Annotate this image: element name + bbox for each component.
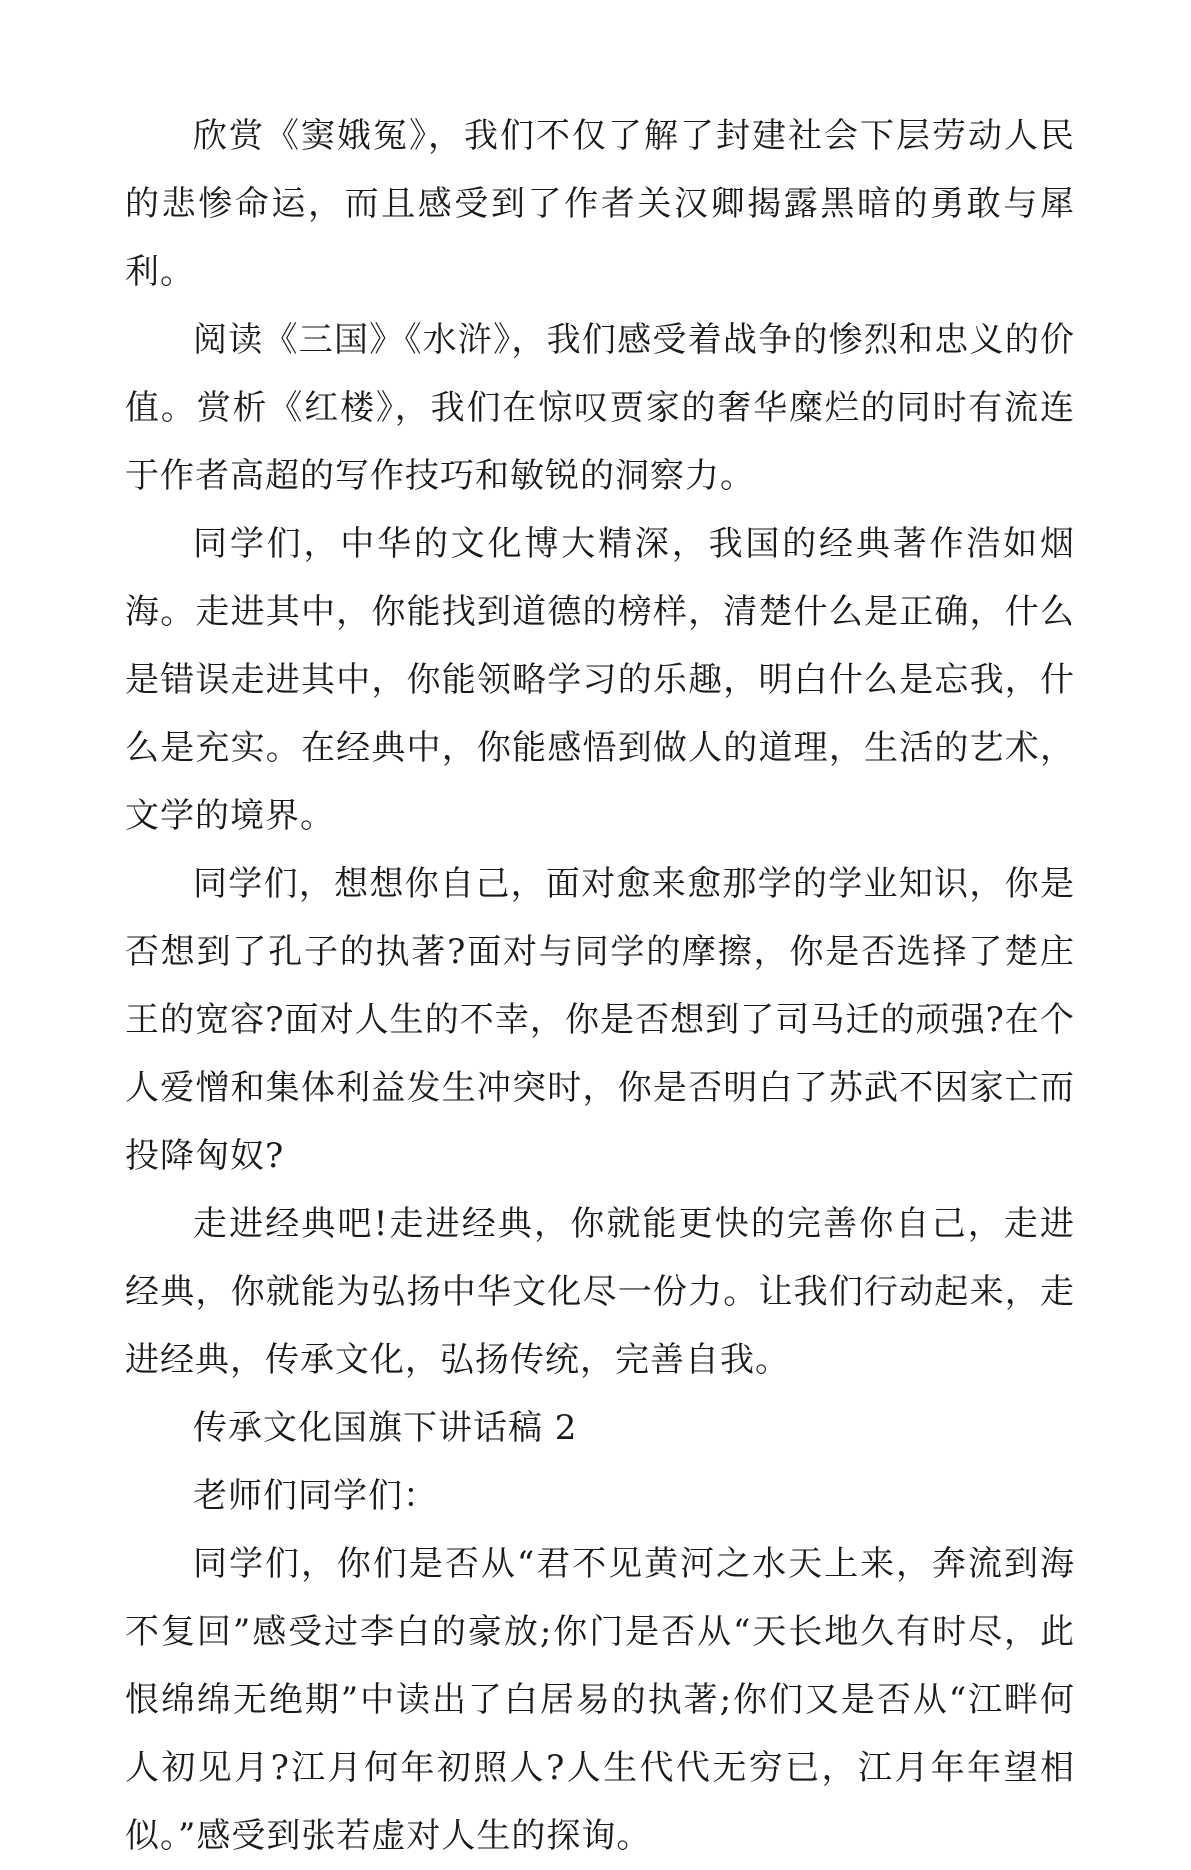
paragraph-sanguo-shuihu-honglou: 阅读《三国》《水浒》，我们感受着战争的惨烈和忠义的价值。赏析《红楼》，我们在惊叹贾家的奢华糜烂的同时有流连于作者高超的写作技巧和敏锐的洞察力。 (125, 320, 1075, 496)
paragraph-enter-classics: 走进经典吧!走进经典，你就能更快的完善你自己，走进经典，你就能为弘扬中华文化尽一份力。让我们行动起来，走进经典，传承文化，弘扬传统，完善自我。 (125, 1204, 1075, 1380)
paragraph-think-yourself: 同学们，想想你自己，面对愈来愈那学的学业知识，你是否想到了孔子的执著?面对与同学的摩擦，你是否选择了楚庄王的宽容?面对人生的不幸，你是否想到了司马迁的顽强?在个人爱憎和集体利益发生冲突时，你是否明白了苏武不因家亡而投降匈奴? (125, 864, 1075, 1176)
paragraph-dou-e-yuan: 欣赏《窦娥冤》，我们不仅了解了封建社会下层劳动人民的悲惨命运，而且感受到了作者关汉卿揭露黑暗的勇敢与犀利。 (125, 116, 1075, 292)
paragraph-poetry-questions: 同学们，你们是否从“君不见黄河之水天上来，奔流到海不复回”感受过李白的豪放;你门是否从“天长地久有时尽，此恨绵绵无绝期”中读出了白居易的执著;你们又是否从“江畔何人初见月?江月何年初照人?人生代代无穷已，江月年年望相似。”感受到张若虚对人生的探询。 (125, 1544, 1075, 1856)
salutation: 老师们同学们： (193, 1476, 438, 1516)
paragraph-chinese-culture: 同学们，中华的文化博大精深，我国的经典著作浩如烟海。走进其中，你能找到道德的榜样，清楚什么是正确，什么是错误走进其中，你能领略学习的乐趣，明白什么是忘我，什么是充实。在经典中，你能感悟到做人的道理，生活的艺术，文学的境界。 (125, 524, 1075, 836)
section-heading: 传承文化国旗下讲话稿 2 (193, 1408, 578, 1448)
document-body (125, 102, 1075, 1870)
